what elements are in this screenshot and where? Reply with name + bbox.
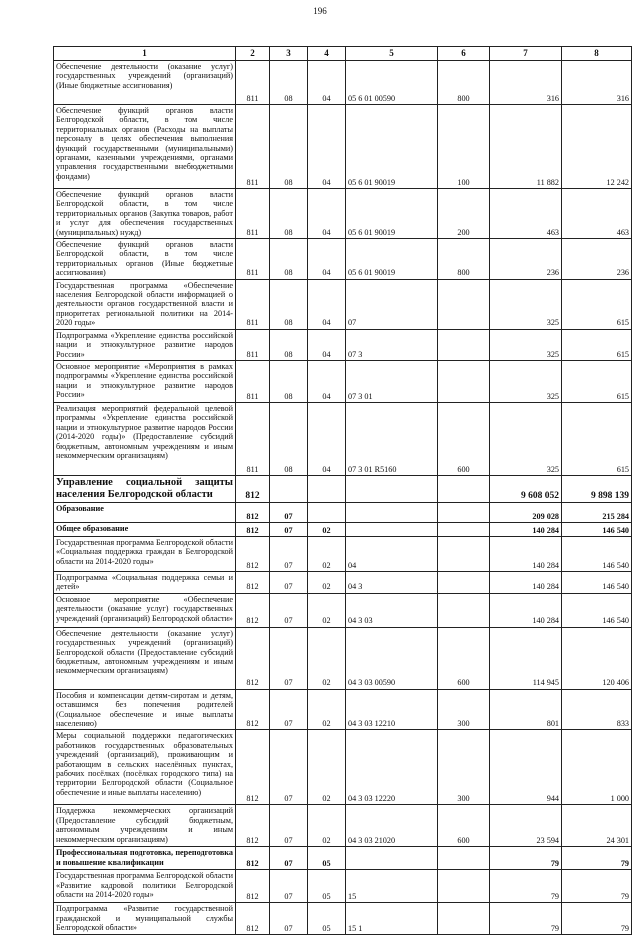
amount-year-2: 1 000 — [562, 730, 632, 805]
target-article-code: 04 — [346, 536, 438, 571]
table-row — [54, 502, 632, 522]
expense-type-code: 600 — [438, 627, 490, 689]
amount-year-2: 79 — [562, 847, 632, 870]
amount-year-1: 325 — [490, 360, 562, 402]
section-code: 07 — [270, 903, 308, 935]
admin-code: 812 — [236, 593, 270, 627]
expense-type-code: 300 — [438, 730, 490, 805]
row-name: Обеспечение деятельности (оказание услуг) государственных учреждений (организаций) (Иные бюджетные ассигнования) — [54, 61, 236, 105]
amount-year-2: 79 — [562, 870, 632, 903]
admin-code: 812 — [236, 870, 270, 903]
row-name: Государственная программа «Обеспечение населения Белгородской области информацией о деятельности органов государственной власти и приоритетах региональной политики на 2014-2020 годы» — [54, 279, 236, 329]
amount-year-2: 79 — [562, 903, 632, 935]
table-row — [54, 847, 632, 870]
amount-year-1: 944 — [490, 730, 562, 805]
amount-year-2: 12 242 — [562, 105, 632, 189]
header-cell: 6 — [438, 47, 490, 61]
amount-year-1: 79 — [490, 847, 562, 870]
row-name: Государственная программа Белгородской области «Социальная поддержка граждан в Белгородской области на 2014-2020 годы» — [54, 536, 236, 571]
section-code: 07 — [270, 522, 308, 536]
expense-type-code: 600 — [438, 402, 490, 475]
subsection-code: 05 — [308, 870, 346, 903]
table-row — [54, 593, 632, 627]
row-name: Обеспечение функций органов власти Белгородской области, в том числе территориальных органов (Иные бюджетные ассигнования) — [54, 239, 236, 280]
expense-type-code — [438, 870, 490, 903]
expense-type-code — [438, 522, 490, 536]
amount-year-1: 140 284 — [490, 593, 562, 627]
admin-code: 812 — [236, 847, 270, 870]
amount-year-1: 9 608 052 — [490, 475, 562, 502]
row-name: Подпрограмма «Социальная поддержка семьи и детей» — [54, 571, 236, 593]
row-name: Обеспечение деятельности (оказание услуг) государственных учреждений (организаций) Белгородской области (Предоставление субсидий бюджетным, автономным учреждениям и иным некоммерческим организациям) — [54, 627, 236, 689]
row-name: Поддержка некоммерческих организаций (Предоставление субсидий бюджетным, автономным учреждениям и иным некоммерческим организациям) — [54, 805, 236, 847]
header-cell: 5 — [346, 47, 438, 61]
table-row — [54, 571, 632, 593]
amount-year-1: 140 284 — [490, 522, 562, 536]
amount-year-1: 801 — [490, 689, 562, 730]
section-code: 08 — [270, 105, 308, 189]
admin-code: 811 — [236, 402, 270, 475]
amount-year-2: 615 — [562, 329, 632, 360]
admin-code: 811 — [236, 61, 270, 105]
amount-year-1: 463 — [490, 189, 562, 239]
section-code: 07 — [270, 847, 308, 870]
header-cell: 7 — [490, 47, 562, 61]
subsection-code: 02 — [308, 730, 346, 805]
section-code: 08 — [270, 239, 308, 280]
table-row — [54, 239, 632, 280]
amount-year-1: 209 028 — [490, 502, 562, 522]
table-row — [54, 279, 632, 329]
section-code: 07 — [270, 805, 308, 847]
target-article-code: 05 6 01 90019 — [346, 189, 438, 239]
target-article-code: 04 3 03 00590 — [346, 627, 438, 689]
expense-type-code — [438, 502, 490, 522]
subsection-code: 05 — [308, 903, 346, 935]
expense-type-code — [438, 593, 490, 627]
target-article-code — [346, 522, 438, 536]
target-article-code: 07 3 — [346, 329, 438, 360]
amount-year-1: 316 — [490, 61, 562, 105]
row-name: Обеспечение функций органов власти Белгородской области, в том числе территориальных органов (Закупка товаров, работ и услуг для обеспечения государственных (муниципальных) нужд) — [54, 189, 236, 239]
page-number: 196 — [313, 6, 327, 16]
section-code: 08 — [270, 329, 308, 360]
admin-code: 812 — [236, 627, 270, 689]
amount-year-1: 325 — [490, 279, 562, 329]
amount-year-2: 615 — [562, 360, 632, 402]
admin-code: 811 — [236, 329, 270, 360]
admin-code: 812 — [236, 502, 270, 522]
expense-type-code: 200 — [438, 189, 490, 239]
admin-code: 812 — [236, 536, 270, 571]
expense-type-code — [438, 475, 490, 502]
section-code: 08 — [270, 279, 308, 329]
table-row — [54, 536, 632, 571]
section-code: 08 — [270, 402, 308, 475]
section-code: 07 — [270, 502, 308, 522]
target-article-code: 04 3 03 — [346, 593, 438, 627]
target-article-code: 05 6 01 90019 — [346, 105, 438, 189]
row-name: Подпрограмма «Укрепление единства российской нации и этнокультурное развитие народов России» — [54, 329, 236, 360]
table-row — [54, 61, 632, 105]
table-row — [54, 189, 632, 239]
target-article-code: 07 3 01 — [346, 360, 438, 402]
expense-type-code — [438, 536, 490, 571]
target-article-code: 07 3 01 R5160 — [346, 402, 438, 475]
expense-type-code — [438, 360, 490, 402]
table-row — [54, 475, 632, 502]
target-article-code: 15 1 — [346, 903, 438, 935]
admin-code: 812 — [236, 475, 270, 502]
subsection-code: 02 — [308, 522, 346, 536]
row-name: Основное мероприятие «Мероприятия в рамках подпрограммы «Укрепление единства российской нации и этнокультурное развитие народов России» — [54, 360, 236, 402]
subsection-code: 02 — [308, 805, 346, 847]
section-code: 07 — [270, 571, 308, 593]
target-article-code: 05 6 01 00590 — [346, 61, 438, 105]
subsection-code: 04 — [308, 329, 346, 360]
section-code: 07 — [270, 689, 308, 730]
row-name: Образование — [54, 502, 236, 522]
amount-year-1: 79 — [490, 903, 562, 935]
expense-type-code — [438, 329, 490, 360]
subsection-code: 04 — [308, 279, 346, 329]
row-name: Общее образование — [54, 522, 236, 536]
amount-year-2: 146 540 — [562, 536, 632, 571]
admin-code: 812 — [236, 805, 270, 847]
header-cell: 8 — [562, 47, 632, 61]
target-article-code — [346, 502, 438, 522]
subsection-code: 05 — [308, 847, 346, 870]
subsection-code: 02 — [308, 571, 346, 593]
admin-code: 811 — [236, 239, 270, 280]
target-article-code: 05 6 01 90019 — [346, 239, 438, 280]
subsection-code: 04 — [308, 360, 346, 402]
row-name: Обеспечение функций органов власти Белгородской области, в том числе территориальных органов (Расходы на выплаты персоналу в целях обеспечения выполнения функций государственными (муниципальными) органами, казенными учреждениями, органами управления государственными внебюджетными фондами) — [54, 105, 236, 189]
row-name: Основное мероприятие «Обеспечение деятельности (оказание услуг) государственных учреждений (организаций) Белгородской области» — [54, 593, 236, 627]
target-article-code: 07 — [346, 279, 438, 329]
section-code: 08 — [270, 61, 308, 105]
expense-type-code: 800 — [438, 61, 490, 105]
target-article-code: 15 — [346, 870, 438, 903]
header-cell: 2 — [236, 47, 270, 61]
subsection-code: 02 — [308, 689, 346, 730]
admin-code: 811 — [236, 360, 270, 402]
amount-year-2: 120 406 — [562, 627, 632, 689]
budget-table — [53, 46, 632, 935]
subsection-code: 04 — [308, 189, 346, 239]
section-code — [270, 475, 308, 502]
header-cell: 4 — [308, 47, 346, 61]
amount-year-2: 24 301 — [562, 805, 632, 847]
table-row — [54, 329, 632, 360]
amount-year-2: 146 540 — [562, 593, 632, 627]
expense-type-code — [438, 571, 490, 593]
admin-code: 811 — [236, 189, 270, 239]
amount-year-2: 463 — [562, 189, 632, 239]
subsection-code: 02 — [308, 536, 346, 571]
header-row — [54, 47, 632, 61]
expense-type-code — [438, 847, 490, 870]
target-article-code: 04 3 03 12210 — [346, 689, 438, 730]
table-row — [54, 870, 632, 903]
expense-type-code — [438, 279, 490, 329]
row-name: Меры социальной поддержки педагогических работников государственных образовательных учреждений (организаций), проживающим и работающим в сельских населённых пунктах, рабочих посёлках (посёлках городского типа) на территории Белгородской области (Социальное обеспечение и иные выплаты населению) — [54, 730, 236, 805]
admin-code: 812 — [236, 522, 270, 536]
subsection-code: 02 — [308, 593, 346, 627]
table-row — [54, 105, 632, 189]
target-article-code: 04 3 03 12220 — [346, 730, 438, 805]
subsection-code — [308, 502, 346, 522]
section-code: 07 — [270, 593, 308, 627]
subsection-code — [308, 475, 346, 502]
expense-type-code: 600 — [438, 805, 490, 847]
table-row — [54, 730, 632, 805]
target-article-code: 04 3 03 21020 — [346, 805, 438, 847]
row-name: Государственная программа Белгородской области «Развитие кадровой политики Белгородской области на 2014-2020 годы» — [54, 870, 236, 903]
section-code: 08 — [270, 189, 308, 239]
row-name: Пособия и компенсации детям-сиротам и детям, оставшимся без попечения родителей (Социальное обеспечение и иные выплаты населению) — [54, 689, 236, 730]
amount-year-2: 615 — [562, 279, 632, 329]
section-code: 07 — [270, 870, 308, 903]
admin-code: 812 — [236, 571, 270, 593]
expense-type-code — [438, 903, 490, 935]
expense-type-code: 300 — [438, 689, 490, 730]
amount-year-1: 79 — [490, 870, 562, 903]
admin-code: 812 — [236, 689, 270, 730]
section-code: 07 — [270, 627, 308, 689]
table-row — [54, 360, 632, 402]
subsection-code: 02 — [308, 627, 346, 689]
row-name: Управление социальной защиты населения Белгородской области — [54, 475, 236, 502]
expense-type-code: 100 — [438, 105, 490, 189]
amount-year-1: 140 284 — [490, 536, 562, 571]
section-code: 07 — [270, 730, 308, 805]
table-row — [54, 689, 632, 730]
amount-year-1: 11 882 — [490, 105, 562, 189]
table-row — [54, 903, 632, 935]
admin-code: 811 — [236, 105, 270, 189]
amount-year-1: 114 945 — [490, 627, 562, 689]
amount-year-1: 325 — [490, 402, 562, 475]
table-row — [54, 402, 632, 475]
admin-code: 812 — [236, 903, 270, 935]
amount-year-1: 325 — [490, 329, 562, 360]
target-article-code — [346, 847, 438, 870]
section-code: 07 — [270, 536, 308, 571]
amount-year-1: 140 284 — [490, 571, 562, 593]
header-cell: 3 — [270, 47, 308, 61]
amount-year-2: 215 284 — [562, 502, 632, 522]
table-row — [54, 805, 632, 847]
amount-year-1: 236 — [490, 239, 562, 280]
amount-year-2: 615 — [562, 402, 632, 475]
target-article-code: 04 3 — [346, 571, 438, 593]
amount-year-1: 23 594 — [490, 805, 562, 847]
subsection-code: 04 — [308, 402, 346, 475]
amount-year-2: 236 — [562, 239, 632, 280]
row-name: Реализация мероприятий федеральной целевой программы «Укрепление единства российской нации и этнокультурное развитие народов России (2014-2020 годы)» (Предоставление субсидий бюджетным, автономным учреждениям и иным некоммерческим организациям) — [54, 402, 236, 475]
expense-type-code: 800 — [438, 239, 490, 280]
amount-year-2: 316 — [562, 61, 632, 105]
amount-year-2: 146 540 — [562, 571, 632, 593]
admin-code: 812 — [236, 730, 270, 805]
amount-year-2: 833 — [562, 689, 632, 730]
subsection-code: 04 — [308, 239, 346, 280]
header-cell: 1 — [54, 47, 236, 61]
section-code: 08 — [270, 360, 308, 402]
target-article-code — [346, 475, 438, 502]
table-row — [54, 522, 632, 536]
row-name: Подпрограмма «Развитие государственной гражданской и муниципальной службы Белгородской области» — [54, 903, 236, 935]
table-row — [54, 627, 632, 689]
row-name: Профессиональная подготовка, переподготовка и повышение квалификации — [54, 847, 236, 870]
admin-code: 811 — [236, 279, 270, 329]
subsection-code: 04 — [308, 61, 346, 105]
amount-year-2: 146 540 — [562, 522, 632, 536]
subsection-code: 04 — [308, 105, 346, 189]
amount-year-2: 9 898 139 — [562, 475, 632, 502]
